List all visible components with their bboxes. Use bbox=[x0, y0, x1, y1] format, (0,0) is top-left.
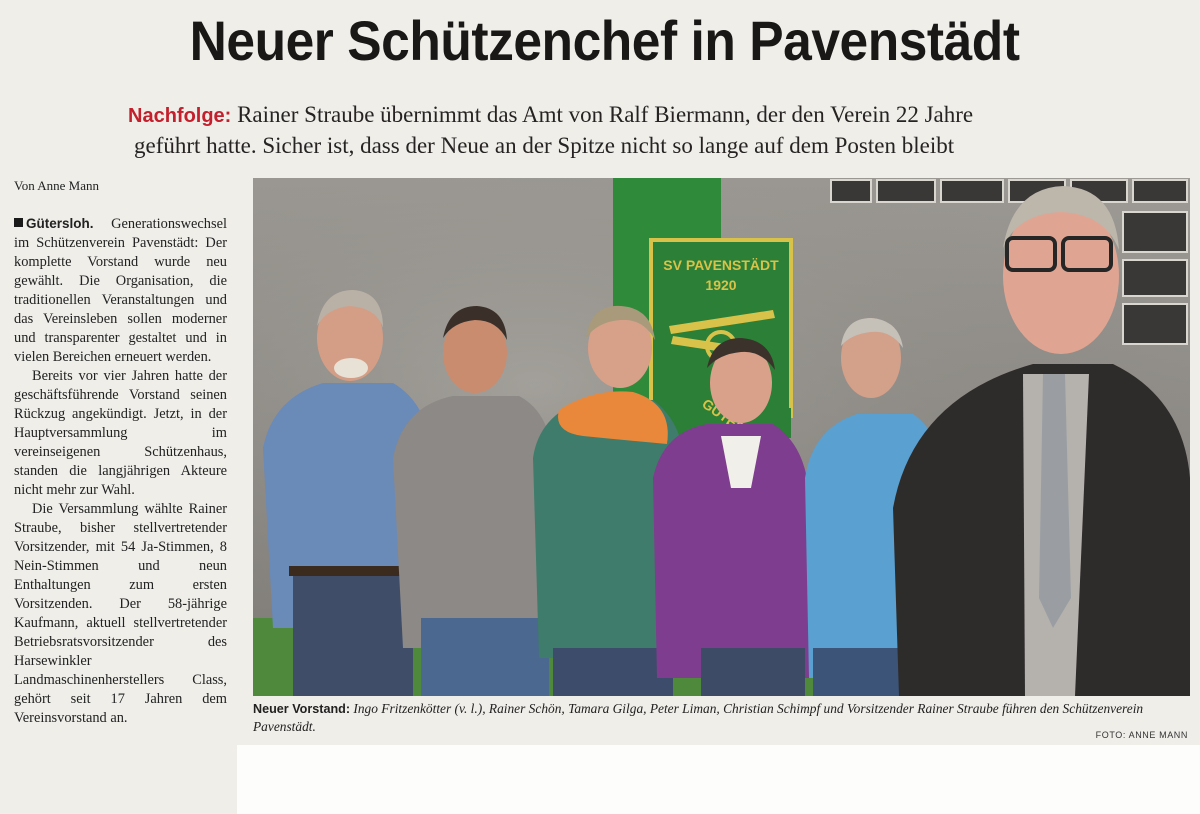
blank-scan-area bbox=[237, 745, 1200, 814]
dateline-square-icon bbox=[14, 218, 23, 227]
photo-caption bbox=[253, 700, 1190, 736]
article-headline: Neuer Schützenchef in Pavenstädt bbox=[189, 9, 1020, 72]
paragraph-1-text: Generationswechsel im Schützenverein Pavenstädt: Der komplette Vorstand wurde neu gewählt. Die Organisation, die traditionellen Veranstaltungen und das Vereinsleben sollen moderner und transparenter gestaltet und in vielen Bereichen erneuert werden. bbox=[14, 216, 227, 365]
paragraph-2: Bereits vor vier Jahren hatte der geschäftsführende Vorstand seinen Rückzug angekündigt. Jetzt, in der Hauptversammlung im vereinseigenen Schützenhaus, standen die langjährigen Akteure nicht mehr zur Wahl. bbox=[14, 368, 227, 498]
article-subhead bbox=[128, 100, 1088, 161]
article-byline: Von Anne Mann bbox=[14, 178, 99, 193]
photo-credit: FOTO: ANNE MANN bbox=[1095, 730, 1188, 740]
banner-year: 1920 bbox=[705, 277, 737, 293]
photo-illustration bbox=[253, 178, 1190, 696]
article-body bbox=[14, 214, 227, 728]
group-photo bbox=[253, 178, 1190, 696]
caption-lead: Neuer Vorstand: bbox=[253, 702, 351, 716]
subhead-line2: geführt hatte. Sicher ist, dass der Neue an der Spitze nicht so lange auf dem Posten bleibt bbox=[134, 133, 955, 158]
paragraph-1 bbox=[14, 214, 227, 367]
dateline: Gütersloh. bbox=[26, 216, 94, 231]
subhead-line1: Rainer Straube übernimmt das Amt von Ralf Biermann, der den Verein 22 Jahre bbox=[237, 102, 974, 127]
subhead-kicker: Nachfolge: bbox=[128, 105, 232, 127]
caption-text: Ingo Fritzenkötter (v. l.), Rainer Schön, Tamara Gilga, Peter Liman, Christian Schimpf und Vorsitzender Rainer Straube führen den Schützenverein Pavenstädt. bbox=[253, 701, 1144, 734]
banner-title: SV PAVENSTÄDT bbox=[663, 257, 779, 273]
paragraph-3: Die Versammlung wählte Rainer Straube, bisher stellvertretender Vorsitzender, mit 54 Ja-Stimmen, 8 Nein-Stimmen und neun Enthaltungen zum ersten Vorsitzenden. Der 58-jährige Kaufmann, aktuell stellvertretender Betriebsratsvorsitzender des Harsewinkler Landmaschinenherstellers Class, gehört seit 17 Jahren dem Vereinsvorstand an. bbox=[14, 501, 227, 726]
